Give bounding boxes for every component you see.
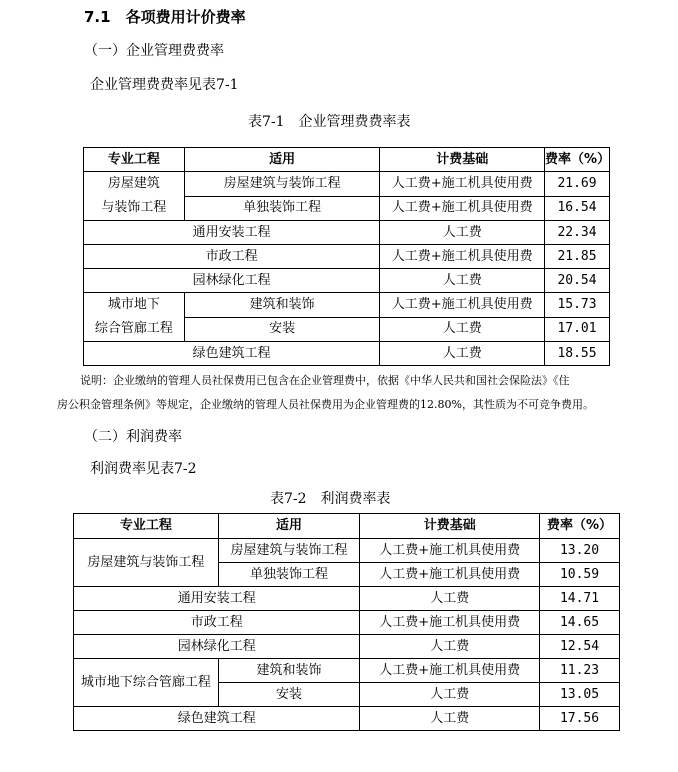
cell-basis: 人工费 — [360, 587, 540, 611]
note-line-2: 房公积金管理条例》等规定，企业缴纳的管理人员社保费用为企业管理费的12.80%，其性质为不可竞争费用。 — [57, 398, 594, 411]
cell-rate: 13.05 — [540, 683, 620, 707]
header-specialty: 专业工程 — [74, 514, 219, 539]
cell-name: 绿色建筑工程 — [74, 707, 360, 731]
cell-applies: 房屋建筑与装饰工程 — [184, 172, 380, 197]
cell-basis: 人工费 — [380, 221, 545, 245]
cell-basis: 人工费 — [360, 635, 540, 659]
header-rate: 费率（%） — [545, 148, 610, 172]
table1-caption: 表7-1 企业管理费费率表 — [248, 114, 411, 130]
cell-basis: 人工费+施工机具使用费 — [360, 563, 540, 587]
part1-heading: （一）企业管理费费率 — [84, 43, 224, 59]
header-specialty: 专业工程 — [84, 148, 185, 172]
cell-basis: 人工费 — [360, 707, 540, 731]
cell-basis: 人工费+施工机具使用费 — [380, 245, 545, 269]
cell-basis: 人工费+施工机具使用费 — [360, 611, 540, 635]
part1-intro: 企业管理费费率见表7-1 — [90, 77, 239, 93]
cell-name: 通用安装工程 — [74, 587, 360, 611]
cell-basis: 人工费+施工机具使用费 — [380, 172, 545, 197]
table-7-1 — [83, 147, 610, 366]
table-row — [84, 245, 610, 269]
header-applies: 适用 — [184, 148, 380, 172]
group-tunnel: 城市地下 综合管廊工程 — [84, 293, 185, 342]
cell-name: 绿色建筑工程 — [84, 342, 380, 366]
cell-name: 园林绿化工程 — [74, 635, 360, 659]
cell-applies: 安装 — [218, 683, 360, 707]
table-row — [74, 611, 620, 635]
group-tunnel: 城市地下综合管廊工程 — [74, 659, 219, 707]
cell-rate: 14.71 — [540, 587, 620, 611]
cell-name: 通用安装工程 — [84, 221, 380, 245]
part2-heading: （二）利润费率 — [84, 429, 182, 445]
header-basis: 计费基础 — [380, 148, 545, 172]
cell-name: 市政工程 — [84, 245, 380, 269]
note-line-1: 说明：企业缴纳的管理人员社保费用已包含在企业管理费中，依据《中华人民共和国社会保险法》《住 — [80, 374, 570, 387]
cell-rate: 20.54 — [545, 269, 610, 293]
cell-name: 园林绿化工程 — [84, 269, 380, 293]
table-row — [84, 269, 610, 293]
cell-rate: 21.69 — [545, 172, 610, 197]
cell-rate: 22.34 — [545, 221, 610, 245]
cell-basis: 人工费 — [360, 683, 540, 707]
table-7-2 — [73, 513, 620, 731]
cell-name: 市政工程 — [74, 611, 360, 635]
table-row — [74, 587, 620, 611]
table-row — [84, 342, 610, 366]
cell-rate: 14.65 — [540, 611, 620, 635]
cell-applies: 房屋建筑与装饰工程 — [218, 539, 360, 563]
cell-rate: 15.73 — [545, 293, 610, 318]
cell-applies: 安装 — [184, 317, 380, 342]
cell-applies: 建筑和装饰 — [218, 659, 360, 683]
cell-rate: 10.59 — [540, 563, 620, 587]
cell-rate: 17.56 — [540, 707, 620, 731]
group-building: 房屋建筑 与装饰工程 — [84, 172, 185, 221]
cell-basis: 人工费 — [380, 317, 545, 342]
header-basis: 计费基础 — [360, 514, 540, 539]
cell-basis: 人工费+施工机具使用费 — [360, 539, 540, 563]
table-row — [84, 293, 610, 318]
table2-caption: 表7-2 利润费率表 — [270, 491, 391, 507]
table-row — [74, 539, 620, 563]
cell-applies: 单独装饰工程 — [218, 563, 360, 587]
group-building: 房屋建筑与装饰工程 — [74, 539, 219, 587]
cell-rate: 12.54 — [540, 635, 620, 659]
cell-rate: 18.55 — [545, 342, 610, 366]
cell-basis: 人工费+施工机具使用费 — [380, 196, 545, 221]
cell-basis: 人工费 — [380, 342, 545, 366]
cell-rate: 16.54 — [545, 196, 610, 221]
cell-basis: 人工费+施工机具使用费 — [360, 659, 540, 683]
table-row — [84, 221, 610, 245]
cell-basis: 人工费+施工机具使用费 — [380, 293, 545, 318]
part2-intro: 利润费率见表7-2 — [90, 461, 197, 477]
cell-rate: 21.85 — [545, 245, 610, 269]
section-title: 7.1 各项费用计价费率 — [84, 8, 246, 26]
table-row — [74, 635, 620, 659]
table-row — [74, 707, 620, 731]
table-row — [84, 172, 610, 197]
header-applies: 适用 — [218, 514, 360, 539]
cell-rate: 13.20 — [540, 539, 620, 563]
cell-applies: 单独装饰工程 — [184, 196, 380, 221]
cell-applies: 建筑和装饰 — [184, 293, 380, 318]
cell-basis: 人工费 — [380, 269, 545, 293]
cell-rate: 17.01 — [545, 317, 610, 342]
header-rate: 费率（%） — [540, 514, 620, 539]
table-row — [74, 659, 620, 683]
cell-rate: 11.23 — [540, 659, 620, 683]
